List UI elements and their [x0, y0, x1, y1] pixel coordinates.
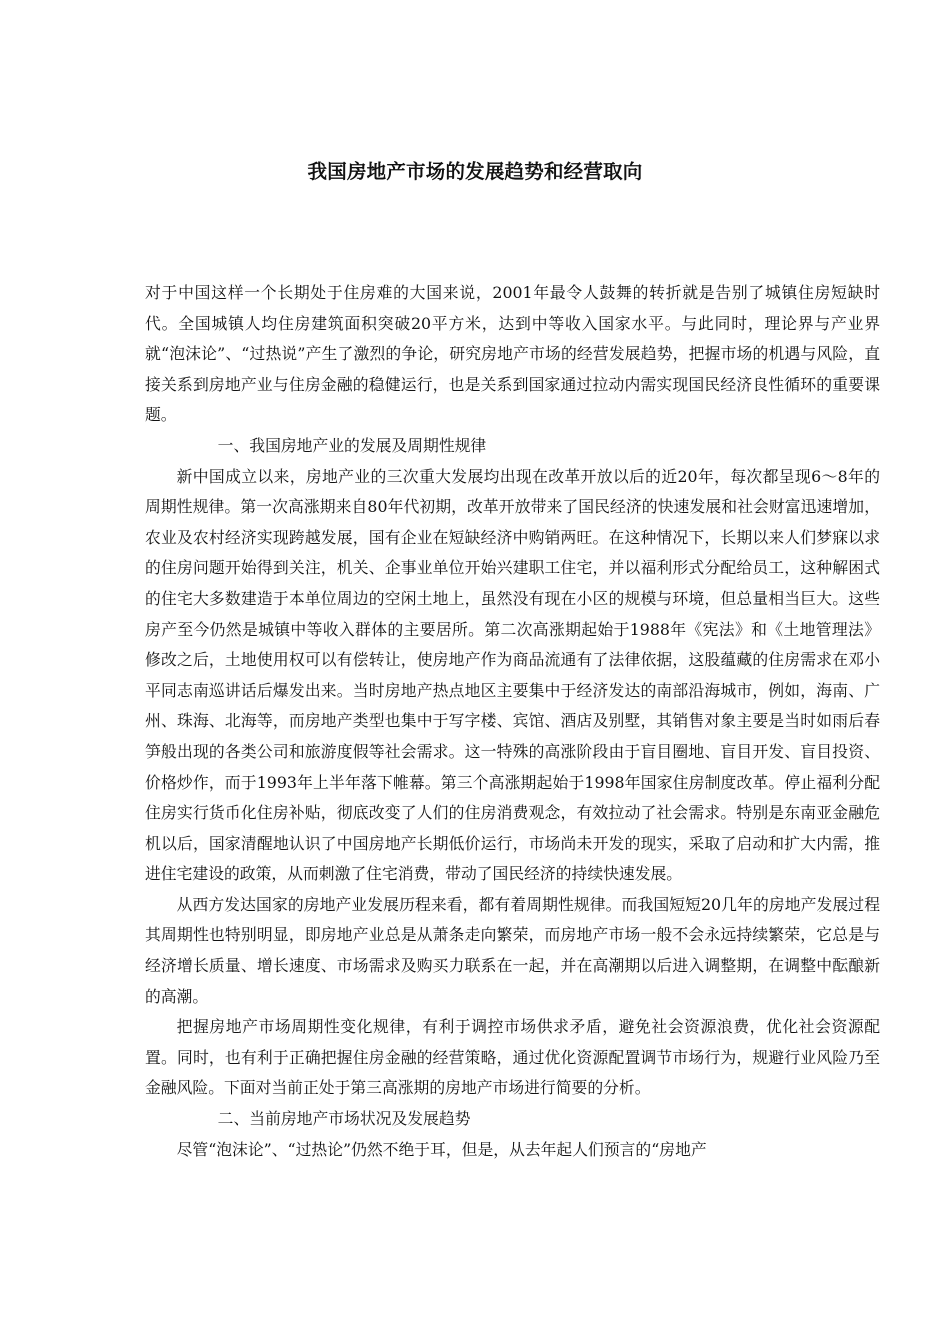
document-title: 我国房地产市场的发展趋势和经营取向 [307, 160, 643, 183]
intro-paragraph: 对于中国这样一个长期处于住房难的大国来说，2001年最令人鼓舞的转折就是告别了城镇住房短缺时代。全国城镇人均住房建筑面积突破20平方米，达到中等收入国家水平。与此同时，理论界与产业界就“泡沫论”、“过热说”产生了激烈的争论，研究房地产市场的经营发展趋势，把握市场的机遇与风险，直接关系到房地产业与住房金融的稳健运行，也是关系到国家通过拉动内需实现国民经济良性循环的重要课题。 [145, 283, 880, 425]
body-paragraph: 从西方发达国家的房地产业发展历程来看，都有着周期性规律。而我国短短20几年的房地产发展过程其周期性也特别明显，即房地产业总是从萧条走向繁荣，而房地产市场一般不会永远持续繁荣，它总是与经济增长质量、增长速度、市场需求及购买力联系在一起，并在高潮期以后进入调整期，在调整中酝酿新的高潮。 [145, 894, 880, 1006]
section-heading-1: 一、我国房地产业的发展及周期性规律 [217, 435, 487, 455]
body-paragraph: 新中国成立以来，房地产业的三次重大发展均出现在改革开放以后的近20年，每次都呈现6～8年的周期性规律。第一次高涨期来自80年代初期，改革开放带来了国民经济的快速发展和社会财富迅速增加，农业及农村经济实现跨越发展，国有企业在短缺经济中购销两旺。在这种情况下，长期以来人们梦寐以求的住房问题开始得到关注，机关、企事业单位开始兴建职工住宅，并以福利形式分配给员工，这种解困式的住宅大多数建造于本单位周边的空闲土地上，虽然没有现在小区的规模与环境，但总量相当巨大。这些房产至今仍然是城镇中等收入群体的主要居所。第二次高涨期起始于1988年《宪法》和《土地管理法》修改之后，土地使用权可以有偿转让，使房地产作为商品流通有了法律依据，这股蕴藏的住房需求在邓小平同志南巡讲话后爆发出来。当时房地产热点地区主要集中于经济发达的南部沿海城市，例如，海南、广州、珠海、北海等，而房地产类型也集中于写字楼、宾馆、酒店及别墅，其销售对象主要是当时如雨后春笋般出现的各类公司和旅游度假等社会需求。这一特殊的高涨阶段由于盲目圈地、盲目开发、盲目投资、价格炒作，而于1993年上半年落下帷幕。第三个高涨期起始于1998年国家住房制度改革。停止福利分配住房实行货币化住房补贴，彻底改变了人们的住房消费观念，有效拉动了社会需求。特别是东南亚金融危机以后，国家清醒地认识了中国房地产长期低价运行，市场尚未开发的现实，采取了启动和扩大内需，推进住宅建设的政策，从而刺激了住宅消费，带动了国民经济的持续快速发展。 [145, 466, 881, 884]
body-paragraph: 尽管“泡沫论”、“过热论”仍然不绝于耳，但是，从去年起人们预言的“房地产 [176, 1139, 707, 1159]
section-heading-2: 二、当前房地产市场状况及发展趋势 [217, 1109, 471, 1129]
document-body [145, 278, 880, 1165]
body-paragraph: 把握房地产市场周期性变化规律，有利于调控市场供求矛盾，避免社会资源浪费，优化社会资源配置。同时，也有利于正确把握住房金融的经营策略，通过优化资源配置调节市场行为，规避行业风险乃至金融风险。下面对当前正处于第三高涨期的房地产市场进行简要的分析。 [145, 1017, 880, 1098]
